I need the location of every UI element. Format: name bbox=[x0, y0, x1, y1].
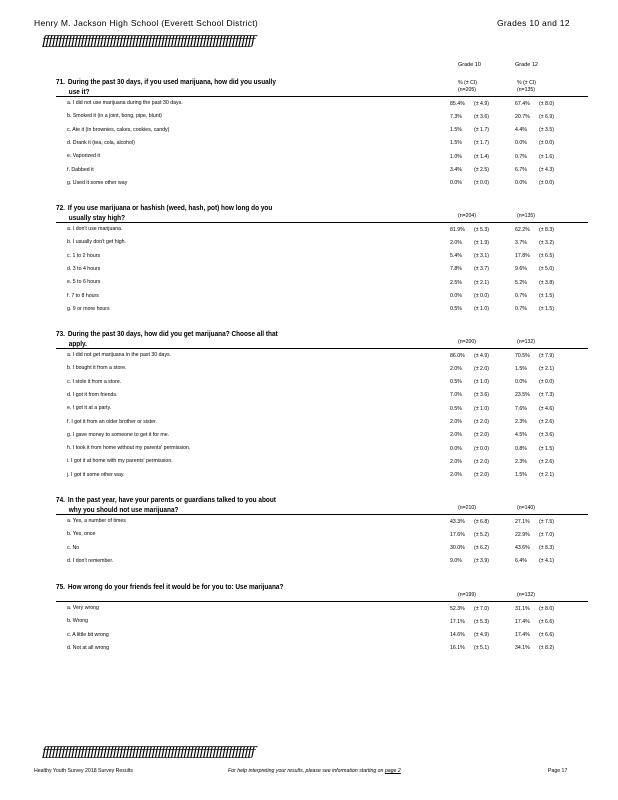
grade12-ci: (± 3.6) bbox=[539, 432, 554, 439]
grade10-ci: (± 3.6) bbox=[474, 113, 489, 120]
grade12-ci: (± 8.0) bbox=[539, 100, 554, 107]
grade10-percent: 2.0% bbox=[450, 432, 462, 439]
footer-page-link[interactable]: page 2 bbox=[384, 768, 401, 774]
question-text: How wrong do your friends feel it would be for you to: Use marijuana? bbox=[67, 582, 284, 591]
answer-option: a. I did not use marijuana during the past 30 days. bbox=[67, 100, 183, 106]
grade12-header: Grade 12 bbox=[515, 62, 538, 68]
answer-option: e. 5 to 6 hours bbox=[67, 279, 101, 286]
grade10-ci: (± 2.1) bbox=[474, 279, 489, 286]
sample-size: (n=140) bbox=[517, 505, 536, 511]
grade10-percent: 1.5% bbox=[450, 140, 462, 147]
grade10-ci: (± 2.5) bbox=[474, 167, 489, 173]
grade12-percent: 1.5% bbox=[515, 472, 527, 479]
answer-option: c. 1 to 2 hours bbox=[67, 252, 101, 259]
grade10-ci: (± 0.0) bbox=[474, 180, 489, 187]
question-number: 75. bbox=[56, 582, 65, 591]
grade12-ci: (± 8.0) bbox=[539, 605, 554, 612]
question-divider bbox=[56, 601, 588, 602]
grade10-ci: (± 4.9) bbox=[474, 632, 489, 639]
grade12-percent: 17.8% bbox=[515, 253, 530, 260]
grade12-ci: (± 3.5) bbox=[539, 127, 554, 134]
grade10-percent: 43.3% bbox=[450, 518, 465, 525]
grade10-ci: (± 5.3) bbox=[474, 618, 489, 625]
grade12-ci: (± 2.1) bbox=[539, 365, 554, 372]
question-title bbox=[56, 329, 328, 348]
grade10-percent: 5.4% bbox=[450, 253, 462, 260]
answer-option: a. I did not get marijuana in the past 30 days. bbox=[67, 352, 172, 358]
grade10-percent: 0.5% bbox=[450, 379, 462, 386]
answer-option: b. I bought it from a store. bbox=[67, 365, 127, 372]
grade12-percent: 7.6% bbox=[515, 405, 527, 412]
grade12-ci: (± 8.3) bbox=[539, 226, 554, 233]
question-text-line2: apply. bbox=[68, 338, 87, 348]
grade12-ci: (± 6.9) bbox=[539, 113, 554, 120]
question-number: 71. bbox=[56, 77, 65, 86]
grade10-ci: (± 4.9) bbox=[474, 100, 489, 107]
answer-option: g. I gave money to someone to get it for me. bbox=[67, 431, 170, 438]
grade10-ci: (± 1.7) bbox=[474, 140, 489, 147]
grade10-ci: (± 2.0) bbox=[474, 472, 489, 479]
top-divider: ƒƒƒƒƒƒƒƒƒƒƒƒƒƒƒƒƒƒƒƒƒƒƒƒƒƒƒƒƒƒƒƒƒƒƒƒƒƒƒƒƒƒƒƒƒƒƒƒƒƒƒƒƒƒƒƒƒƒƒƒƒƒƒƒƒƒ bbox=[42, 34, 254, 49]
question-number: 72. bbox=[56, 203, 65, 212]
grade10-ci: (± 2.0) bbox=[474, 432, 489, 439]
grade12-percent: 1.5% bbox=[515, 365, 527, 372]
grade10-ci: (± 3.1) bbox=[474, 253, 489, 260]
grade12-percent: 23.5% bbox=[515, 392, 530, 399]
grade12-ci: (± 8.2) bbox=[539, 645, 554, 652]
grade12-percent: 0.0% bbox=[515, 140, 527, 147]
answer-option: d. I don't remember. bbox=[67, 557, 114, 564]
answer-option: b. Wrong bbox=[67, 618, 89, 625]
grade12-percent: 2.3% bbox=[515, 419, 527, 425]
grade12-ci: (± 7.3) bbox=[539, 392, 554, 399]
grade10-percent: 0.0% bbox=[450, 180, 462, 187]
grade10-ci: (± 1.7) bbox=[474, 127, 489, 134]
answer-option: d. I got it from friends. bbox=[67, 391, 118, 398]
question-title bbox=[56, 582, 328, 592]
grade10-percent: 2.0% bbox=[450, 419, 462, 425]
question-text: During the past 30 days, if you used marijuana, how did you usually bbox=[67, 77, 276, 86]
answer-option: c. No bbox=[67, 544, 80, 551]
answer-option: c. I stole it from a store. bbox=[67, 378, 122, 385]
grade12-ci: (± 4.1) bbox=[539, 558, 554, 565]
grade10-ci: (± 1.0) bbox=[474, 379, 489, 386]
grade10-ci: (± 5.1) bbox=[474, 645, 489, 652]
answer-option: f. 7 to 8 hours bbox=[67, 292, 99, 299]
grade12-ci: (± 7.0) bbox=[539, 531, 554, 538]
answer-option: c. Ate it (in brownies, cakes, cookies, candy) bbox=[67, 126, 170, 133]
answer-option: g. Used it some other way bbox=[67, 179, 128, 186]
school-name: Henry M. Jackson High School (Everett School District) bbox=[34, 18, 259, 28]
grade12-percent: 0.7% bbox=[515, 153, 527, 160]
grade10-percent: 2.0% bbox=[450, 239, 462, 246]
question-title bbox=[56, 495, 328, 514]
grade12-ci: (± 1.5) bbox=[539, 445, 554, 452]
grade12-ci: (± 5.0) bbox=[539, 266, 554, 273]
question-text: In the past year, have your parents or guardians talked to you about bbox=[67, 495, 276, 504]
question-divider bbox=[56, 514, 588, 515]
grade10-header: Grade 10 bbox=[458, 62, 481, 68]
grade12-ci: (± 3.8) bbox=[539, 279, 554, 286]
grade12-percent: 0.7% bbox=[515, 293, 527, 299]
grade12-ci: (± 2.6) bbox=[539, 419, 554, 425]
grade10-percent: 0.0% bbox=[450, 445, 462, 452]
grade10-ci: (± 3.7) bbox=[474, 266, 489, 273]
grade10-ci: (± 5.3) bbox=[474, 226, 489, 233]
sample-size: (n=135) bbox=[517, 87, 536, 93]
answer-option: f. Dabbed it bbox=[67, 166, 94, 173]
answer-option: b. I usually don't get high. bbox=[67, 239, 127, 246]
grade10-ci: (± 5.2) bbox=[474, 531, 489, 538]
grade10-ci: (± 0.0) bbox=[474, 445, 489, 452]
question-text-line2: use it? bbox=[68, 86, 90, 96]
grade10-percent: 14.6% bbox=[450, 632, 465, 639]
grade12-percent: 20.7% bbox=[515, 113, 530, 120]
grade10-ci: (± 3.6) bbox=[474, 392, 489, 399]
grade12-percent: 0.0% bbox=[515, 379, 527, 386]
grade10-percent: 52.3% bbox=[450, 605, 465, 612]
grade12-percent: 9.6% bbox=[515, 266, 527, 273]
question-number: 74. bbox=[56, 495, 65, 504]
grade12-ci: (± 0.0) bbox=[539, 180, 554, 187]
ci-header: % (± CI) bbox=[458, 80, 477, 86]
grade12-ci: (± 2.6) bbox=[539, 458, 554, 465]
footer-help bbox=[228, 768, 401, 774]
grade12-percent: 43.6% bbox=[515, 545, 530, 552]
question-divider bbox=[56, 348, 588, 349]
grade12-ci: (± 0.0) bbox=[539, 140, 554, 147]
grade10-ci: (± 1.0) bbox=[474, 405, 489, 412]
footer-help-text: For help interpreting your results, please see information starting on bbox=[228, 768, 384, 774]
grade12-percent: 0.7% bbox=[515, 306, 527, 313]
grade10-ci: (± 6.8) bbox=[474, 518, 489, 525]
answer-option: b. Yes, once bbox=[67, 531, 96, 538]
answer-option: j. I got it some other way. bbox=[67, 471, 125, 478]
grade10-percent: 86.0% bbox=[450, 352, 465, 359]
answer-option: a. Yes, a number of times bbox=[67, 518, 126, 524]
grade10-percent: 2.5% bbox=[450, 279, 462, 286]
grade12-ci: (± 1.5) bbox=[539, 306, 554, 313]
sample-size: (n=204) bbox=[458, 213, 477, 219]
answer-option: e. Vaporized it bbox=[67, 153, 100, 160]
grade10-percent: 0.0% bbox=[450, 293, 462, 299]
grade12-ci: (± 6.6) bbox=[539, 632, 554, 639]
question-title bbox=[56, 77, 328, 96]
grade12-percent: 2.3% bbox=[515, 458, 527, 465]
question-number: 73. bbox=[56, 329, 65, 338]
grade10-percent: 7.8% bbox=[450, 266, 462, 273]
grade10-ci: (± 6.2) bbox=[474, 545, 489, 552]
answer-option: i. I got it at home with my parents' permission. bbox=[67, 458, 173, 465]
answer-option: g. 9 or more hours bbox=[67, 305, 110, 312]
grade10-percent: 2.0% bbox=[450, 472, 462, 479]
grade10-ci: (± 7.0) bbox=[474, 605, 489, 612]
grade12-percent: 22.9% bbox=[515, 531, 530, 538]
grade12-percent: 67.4% bbox=[515, 100, 530, 107]
answer-option: d. 3 to 4 hours bbox=[67, 265, 101, 272]
grade10-percent: 2.0% bbox=[450, 365, 462, 372]
grade10-ci: (± 1.9) bbox=[474, 239, 489, 246]
grade10-percent: 3.4% bbox=[450, 167, 462, 173]
grade10-percent: 9.0% bbox=[450, 558, 462, 565]
grade12-ci: (± 1.6) bbox=[539, 153, 554, 160]
grade12-ci: (± 4.6) bbox=[539, 405, 554, 412]
grade12-ci: (± 8.3) bbox=[539, 545, 554, 552]
grade12-percent: 4.5% bbox=[515, 432, 527, 439]
grade12-percent: 17.4% bbox=[515, 618, 530, 625]
grade12-percent: 5.2% bbox=[515, 279, 527, 286]
grade12-ci: (± 4.3) bbox=[539, 167, 554, 173]
sample-size: (n=132) bbox=[517, 339, 536, 345]
sample-size: (n=205) bbox=[458, 87, 477, 93]
grade12-percent: 3.7% bbox=[515, 239, 527, 246]
grade12-ci: (± 7.9) bbox=[539, 352, 554, 359]
question-text: If you use marijuana or hashish (weed, hash, pot) how long do you bbox=[67, 203, 273, 212]
answer-option: h. I took it from home without my parents' permission. bbox=[67, 445, 191, 452]
sample-size: (n=210) bbox=[458, 505, 477, 511]
answer-option: c. A little bit wrong bbox=[67, 631, 109, 638]
grade10-percent: 7.3% bbox=[450, 113, 462, 120]
grade12-ci: (± 6.6) bbox=[539, 618, 554, 625]
grade10-percent: 17.1% bbox=[450, 618, 465, 625]
grade10-ci: (± 2.0) bbox=[474, 365, 489, 372]
grade10-ci: (± 2.0) bbox=[474, 419, 489, 425]
grade10-percent: 81.9% bbox=[450, 226, 465, 233]
grade10-ci: (± 0.0) bbox=[474, 293, 489, 299]
grade12-ci: (± 0.0) bbox=[539, 379, 554, 386]
sample-size: (n=135) bbox=[517, 213, 536, 219]
grade12-percent: 6.7% bbox=[515, 167, 527, 173]
grade10-ci: (± 2.0) bbox=[474, 458, 489, 465]
grade12-percent: 0.0% bbox=[515, 180, 527, 187]
sample-size: (n=199) bbox=[458, 592, 477, 598]
answer-option: d. Drank it (tea, cola, alcohol) bbox=[67, 139, 135, 146]
grade12-percent: 34.1% bbox=[515, 645, 530, 652]
grade10-ci: (± 4.9) bbox=[474, 352, 489, 359]
question-text-line2: why you should not use marijuana? bbox=[68, 504, 179, 514]
grade12-percent: 17.4% bbox=[515, 632, 530, 639]
grade12-ci: (± 2.1) bbox=[539, 472, 554, 479]
question-text: During the past 30 days, how did you get marijuana? Choose all that bbox=[67, 329, 278, 338]
grade12-ci: (± 1.5) bbox=[539, 293, 554, 299]
grade12-percent: 4.4% bbox=[515, 127, 527, 134]
grade10-percent: 0.5% bbox=[450, 405, 462, 412]
sample-size: (n=132) bbox=[517, 592, 536, 598]
sample-size: (n=200) bbox=[458, 339, 477, 345]
answer-option: a. I don't use marijuana. bbox=[67, 226, 123, 232]
grade12-ci: (± 7.5) bbox=[539, 518, 554, 525]
grade12-percent: 62.2% bbox=[515, 226, 530, 233]
grade10-percent: 2.0% bbox=[450, 458, 462, 465]
grade10-percent: 1.0% bbox=[450, 153, 462, 160]
question-title bbox=[56, 203, 328, 222]
grade10-percent: 1.5% bbox=[450, 127, 462, 134]
grade10-ci: (± 1.0) bbox=[474, 306, 489, 313]
answer-option: a. Very wrong bbox=[67, 605, 99, 611]
question-divider bbox=[56, 96, 588, 97]
bottom-divider: ƒƒƒƒƒƒƒƒƒƒƒƒƒƒƒƒƒƒƒƒƒƒƒƒƒƒƒƒƒƒƒƒƒƒƒƒƒƒƒƒƒƒƒƒƒƒƒƒƒƒƒƒƒƒƒƒƒƒƒƒƒƒƒƒƒƒ bbox=[42, 745, 254, 760]
answer-option: e. I got it at a party. bbox=[67, 405, 112, 412]
grades-label: Grades 10 and 12 bbox=[497, 18, 570, 28]
grade12-ci: (± 6.5) bbox=[539, 253, 554, 260]
grade12-percent: 0.8% bbox=[515, 445, 527, 452]
footer-left: Healthy Youth Survey 2018 Survey Results bbox=[34, 768, 133, 774]
grade12-percent: 27.1% bbox=[515, 518, 530, 525]
grade10-percent: 0.5% bbox=[450, 306, 462, 313]
grade10-percent: 30.0% bbox=[450, 545, 465, 552]
grade10-percent: 7.0% bbox=[450, 392, 462, 399]
grade12-percent: 6.4% bbox=[515, 558, 527, 565]
grade12-percent: 31.1% bbox=[515, 605, 530, 612]
answer-option: b. Smoked it (in a joint, bong, pipe, blunt) bbox=[67, 113, 162, 120]
question-divider bbox=[56, 222, 588, 223]
grade10-percent: 17.6% bbox=[450, 531, 465, 538]
answer-option: f. I got it from an older brother or sister. bbox=[67, 418, 157, 425]
footer-page-number: Page 17 bbox=[548, 768, 568, 774]
grade12-percent: 70.5% bbox=[515, 352, 530, 359]
grade10-percent: 85.4% bbox=[450, 100, 465, 107]
answer-option: d. Not at all wrong bbox=[67, 644, 110, 651]
grade10-percent: 16.1% bbox=[450, 645, 465, 652]
grade12-ci: (± 3.2) bbox=[539, 239, 554, 246]
grade10-ci: (± 3.9) bbox=[474, 558, 489, 565]
ci-header: % (± CI) bbox=[517, 80, 536, 86]
grade10-ci: (± 1.4) bbox=[474, 153, 489, 160]
question-text-line2: usually stay high? bbox=[68, 212, 126, 222]
